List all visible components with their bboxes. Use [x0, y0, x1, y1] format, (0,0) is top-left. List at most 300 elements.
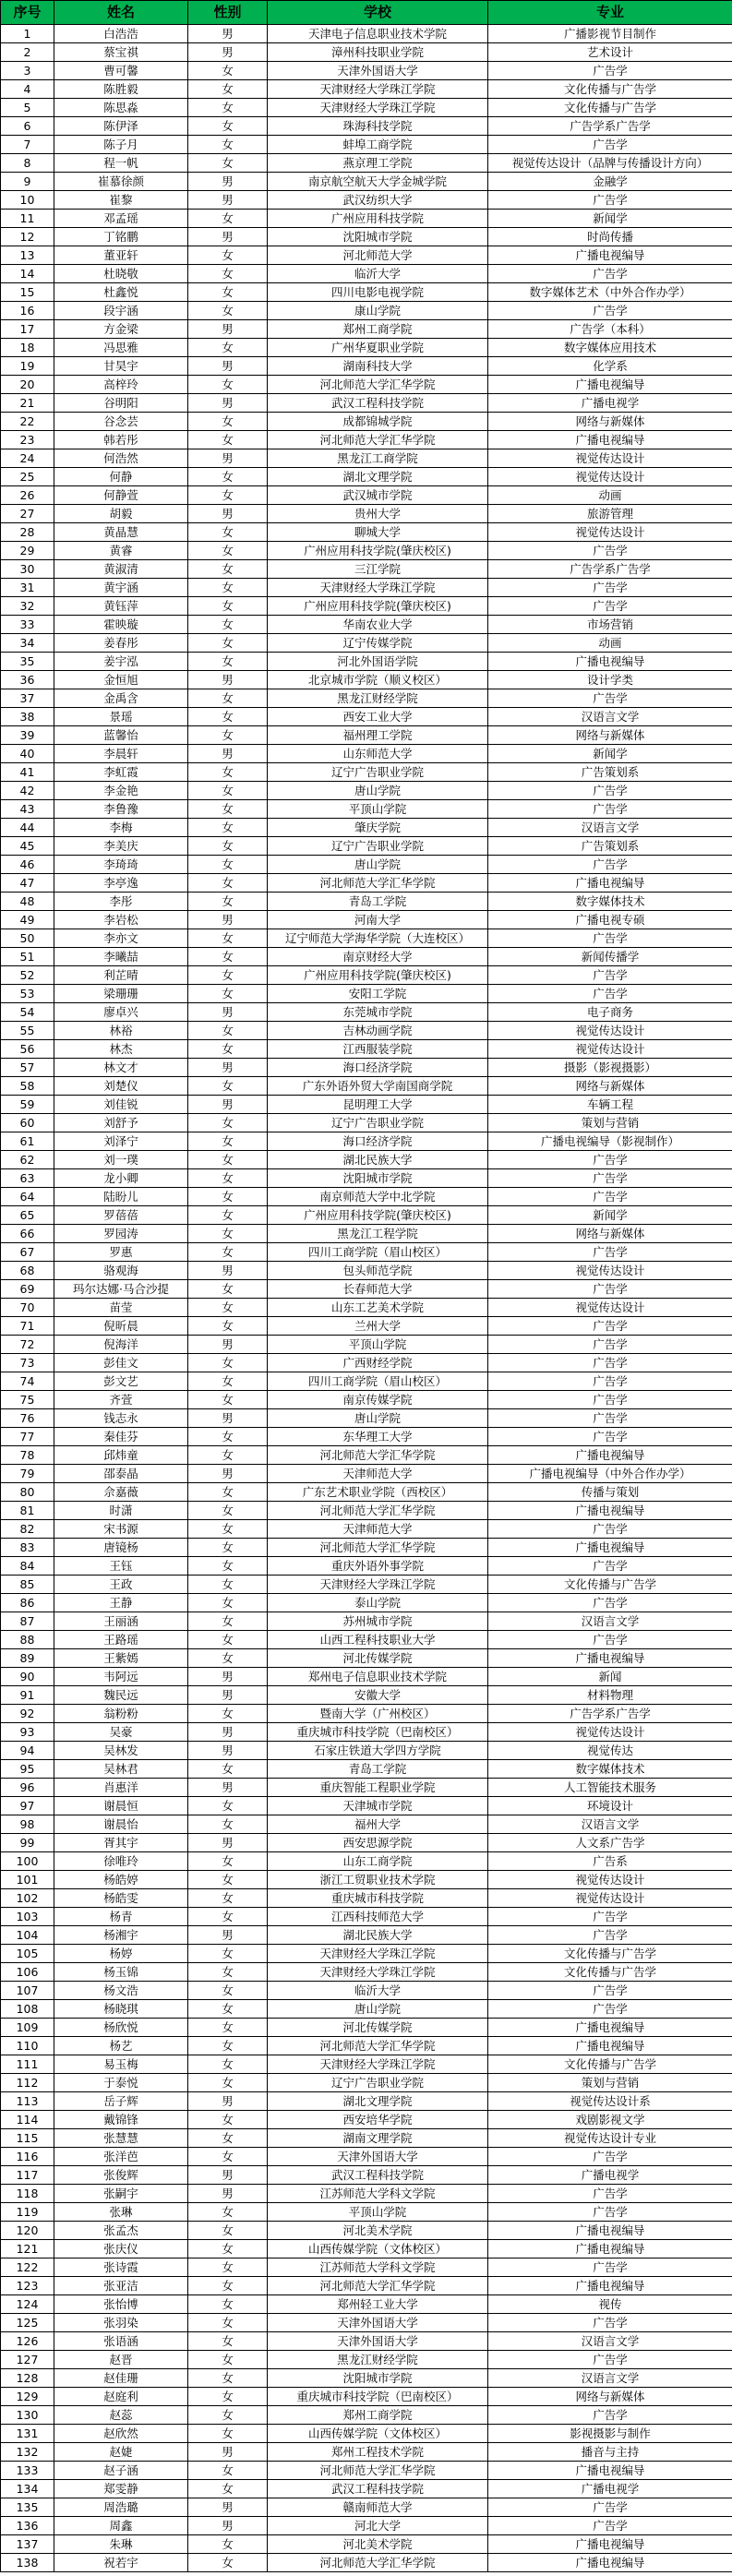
- cell-name: 李岩松: [54, 911, 188, 929]
- cell-gender: 男: [188, 1686, 268, 1705]
- table-row: [1, 99, 732, 117]
- cell-school: 唐山学院: [268, 1409, 488, 1428]
- table-row: [1, 302, 732, 320]
- cell-name: 谷念芸: [54, 413, 188, 431]
- cell-no: 99: [1, 1834, 54, 1852]
- table-row: [1, 2443, 732, 2462]
- cell-gender: 女: [188, 2462, 268, 2480]
- cell-no: 48: [1, 893, 54, 911]
- cell-school: 珠海科技学院: [268, 117, 488, 136]
- cell-major: 视觉传达设计: [488, 523, 732, 542]
- cell-name: 谢晨恒: [54, 1797, 188, 1815]
- table-row: [1, 579, 732, 597]
- cell-major: 广告学: [488, 579, 732, 597]
- cell-school: 兰州大学: [268, 1317, 488, 1336]
- cell-gender: 女: [188, 246, 268, 265]
- cell-gender: 女: [188, 1114, 268, 1132]
- cell-no: 112: [1, 2074, 54, 2092]
- cell-major: 艺术设计: [488, 43, 732, 62]
- cell-major: 广告策划系: [488, 837, 732, 856]
- cell-gender: 女: [188, 948, 268, 966]
- cell-major: 旅游管理: [488, 505, 732, 523]
- cell-no: 122: [1, 2258, 54, 2277]
- cell-gender: 女: [188, 893, 268, 911]
- cell-name: 曹可馨: [54, 62, 188, 80]
- cell-no: 66: [1, 1225, 54, 1243]
- cell-major: 广告学: [488, 2498, 732, 2517]
- cell-gender: 女: [188, 782, 268, 800]
- cell-gender: 女: [188, 653, 268, 671]
- cell-gender: 女: [188, 376, 268, 394]
- cell-major: 广告学: [488, 1151, 732, 1169]
- cell-major: 广播电视编导: [488, 2037, 732, 2055]
- cell-no: 38: [1, 708, 54, 726]
- cell-name: 黄宇涵: [54, 579, 188, 597]
- cell-school: 石家庄铁道大学四方学院: [268, 1742, 488, 1760]
- cell-name: 杨艺: [54, 2037, 188, 2055]
- cell-gender: 女: [188, 837, 268, 856]
- cell-school: 武汉工程科技学院: [268, 394, 488, 413]
- cell-gender: 男: [188, 911, 268, 929]
- table-row: [1, 1022, 732, 1040]
- cell-no: 68: [1, 1262, 54, 1280]
- cell-no: 9: [1, 173, 54, 191]
- cell-gender: 女: [188, 1299, 268, 1317]
- table-row: [1, 413, 732, 431]
- cell-school: 河北师范大学汇华学院: [268, 1446, 488, 1465]
- cell-no: 49: [1, 911, 54, 929]
- table-row: [1, 1742, 732, 1760]
- cell-school: 山东师范大学: [268, 745, 488, 763]
- cell-no: 119: [1, 2203, 54, 2222]
- cell-name: 张语涵: [54, 2332, 188, 2351]
- table-row: [1, 62, 732, 80]
- cell-gender: 女: [188, 2406, 268, 2425]
- table-row: [1, 671, 732, 689]
- cell-name: 倪昕晨: [54, 1317, 188, 1336]
- cell-major: 网络与新媒体: [488, 1225, 732, 1243]
- cell-name: 刘楚仪: [54, 1077, 188, 1096]
- table-row: [1, 1225, 732, 1243]
- table-row: [1, 2092, 732, 2111]
- cell-no: 11: [1, 210, 54, 228]
- cell-no: 138: [1, 2554, 54, 2572]
- cell-gender: 男: [188, 505, 268, 523]
- cell-school: 辽宁传媒学院: [268, 634, 488, 653]
- cell-no: 93: [1, 1723, 54, 1742]
- cell-gender: 女: [188, 579, 268, 597]
- cell-major: 广播电视编导: [488, 2462, 732, 2480]
- cell-school: 广州应用科技学院(肇庆校区): [268, 1206, 488, 1225]
- cell-gender: 男: [188, 173, 268, 191]
- cell-name: 胡毅: [54, 505, 188, 523]
- table-row: [1, 2111, 732, 2129]
- cell-gender: 女: [188, 468, 268, 486]
- table-body: [1, 25, 732, 2572]
- cell-major: 广告学: [488, 265, 732, 283]
- cell-school: 辽宁广告职业学院: [268, 2074, 488, 2092]
- cell-major: 电子商务: [488, 1003, 732, 1022]
- cell-no: 41: [1, 763, 54, 782]
- table-row: [1, 1963, 732, 1982]
- cell-school: 四川工商学院（眉山校区）: [268, 1372, 488, 1391]
- cell-school: 安徽大学: [268, 1686, 488, 1705]
- table-row: [1, 2314, 732, 2332]
- cell-major: 广播电视学: [488, 2480, 732, 2498]
- cell-school: 南京财经大学: [268, 948, 488, 966]
- table-row: [1, 154, 732, 173]
- cell-name: 杨文浩: [54, 1982, 188, 2000]
- cell-school: 黑龙江工程学院: [268, 1225, 488, 1243]
- cell-no: 131: [1, 2425, 54, 2443]
- cell-gender: 女: [188, 1594, 268, 1612]
- cell-major: 视觉传达: [488, 1742, 732, 1760]
- table-row: [1, 1040, 732, 1059]
- cell-major: 广告学: [488, 302, 732, 320]
- cell-no: 92: [1, 1705, 54, 1723]
- table-row: [1, 1502, 732, 1520]
- cell-school: 广州应用科技学院(肇庆校区): [268, 597, 488, 616]
- cell-name: 李琦琦: [54, 856, 188, 874]
- cell-no: 22: [1, 413, 54, 431]
- cell-name: 赵婕: [54, 2443, 188, 2462]
- cell-gender: 女: [188, 2258, 268, 2277]
- cell-major: 新闻学: [488, 210, 732, 228]
- cell-name: 赵蕊: [54, 2406, 188, 2425]
- cell-major: 广播电视编导: [488, 1649, 732, 1668]
- table-row: [1, 43, 732, 62]
- cell-gender: 男: [188, 191, 268, 210]
- cell-school: 天津外国语大学: [268, 62, 488, 80]
- cell-no: 61: [1, 1132, 54, 1151]
- cell-gender: 女: [188, 2240, 268, 2258]
- table-row: [1, 1834, 732, 1852]
- cell-gender: 女: [188, 2203, 268, 2222]
- cell-gender: 女: [188, 1391, 268, 1409]
- cell-name: 朱琳: [54, 2535, 188, 2554]
- cell-name: 何浩然: [54, 449, 188, 468]
- cell-name: 陈胜毅: [54, 80, 188, 99]
- cell-gender: 男: [188, 1262, 268, 1280]
- cell-school: 河北美术学院: [268, 2222, 488, 2240]
- cell-name: 蔡宝祺: [54, 43, 188, 62]
- cell-no: 94: [1, 1742, 54, 1760]
- cell-no: 63: [1, 1169, 54, 1188]
- table-row: [1, 1206, 732, 1225]
- cell-school: 湖北民族大学: [268, 1926, 488, 1945]
- cell-major: 汉语言文学: [488, 819, 732, 837]
- cell-major: 广告学: [488, 62, 732, 80]
- table-row: [1, 283, 732, 302]
- cell-name: 陆盼儿: [54, 1188, 188, 1206]
- table-row: [1, 1243, 732, 1262]
- cell-no: 7: [1, 136, 54, 154]
- cell-major: 广告学: [488, 2314, 732, 2332]
- cell-school: 天津财经大学珠江学院: [268, 1576, 488, 1594]
- cell-name: 张孟杰: [54, 2222, 188, 2240]
- cell-name: 张俊辉: [54, 2166, 188, 2185]
- cell-name: 罗蓓蓓: [54, 1206, 188, 1225]
- cell-gender: 女: [188, 1945, 268, 1963]
- cell-no: 8: [1, 154, 54, 173]
- cell-major: 广播电视编导: [488, 653, 732, 671]
- table-row: [1, 2480, 732, 2498]
- cell-no: 125: [1, 2314, 54, 2332]
- cell-name: 罗惠: [54, 1243, 188, 1262]
- cell-gender: 男: [188, 228, 268, 246]
- cell-name: 易玉梅: [54, 2055, 188, 2074]
- cell-major: 广播电视编导: [488, 2535, 732, 2554]
- cell-gender: 女: [188, 2314, 268, 2332]
- cell-major: 策划与营销: [488, 1114, 732, 1132]
- cell-school: 漳州科技职业学院: [268, 43, 488, 62]
- cell-school: 海口经济学院: [268, 1059, 488, 1077]
- cell-major: 广播电视编导: [488, 1502, 732, 1520]
- cell-no: 6: [1, 117, 54, 136]
- cell-name: 何静萱: [54, 486, 188, 505]
- cell-gender: 女: [188, 2332, 268, 2351]
- cell-major: 文化传播与广告学: [488, 1963, 732, 1982]
- table-row: [1, 616, 732, 634]
- cell-no: 130: [1, 2406, 54, 2425]
- table-row: [1, 2406, 732, 2425]
- cell-gender: 女: [188, 985, 268, 1003]
- cell-school: 南京航空航天大学金城学院: [268, 173, 488, 191]
- cell-no: 127: [1, 2351, 54, 2369]
- cell-gender: 女: [188, 2129, 268, 2148]
- cell-name: 程一帆: [54, 154, 188, 173]
- cell-no: 108: [1, 2000, 54, 2019]
- cell-name: 刘佳锐: [54, 1096, 188, 1114]
- cell-major: 文化传播与广告学: [488, 1945, 732, 1963]
- cell-name: 金禹含: [54, 689, 188, 708]
- cell-gender: 女: [188, 136, 268, 154]
- table-row: [1, 1299, 732, 1317]
- cell-gender: 女: [188, 2535, 268, 2554]
- cell-name: 林杰: [54, 1040, 188, 1059]
- cell-no: 2: [1, 43, 54, 62]
- cell-major: 汉语言文学: [488, 1815, 732, 1834]
- cell-gender: 男: [188, 320, 268, 339]
- cell-name: 李曦喆: [54, 948, 188, 966]
- cell-major: 网络与新媒体: [488, 2388, 732, 2406]
- table-row: [1, 653, 732, 671]
- cell-name: 李晨轩: [54, 745, 188, 763]
- table-row: [1, 2535, 732, 2554]
- cell-school: 河北传媒学院: [268, 1649, 488, 1668]
- cell-no: 21: [1, 394, 54, 413]
- cell-school: 武汉工程科技学院: [268, 2480, 488, 2498]
- cell-no: 110: [1, 2037, 54, 2055]
- cell-name: 陈子月: [54, 136, 188, 154]
- table-row: [1, 265, 732, 283]
- cell-school: 河北师范大学汇华学院: [268, 2037, 488, 2055]
- cell-name: 杨欣悦: [54, 2019, 188, 2037]
- cell-name: 苗莹: [54, 1299, 188, 1317]
- cell-name: 方金梁: [54, 320, 188, 339]
- cell-no: 89: [1, 1649, 54, 1668]
- cell-name: 谷明阳: [54, 394, 188, 413]
- cell-school: 三江学院: [268, 560, 488, 579]
- cell-gender: 男: [188, 2443, 268, 2462]
- cell-school: 武汉城市学院: [268, 486, 488, 505]
- cell-name: 董亚轩: [54, 246, 188, 265]
- cell-name: 崔黎: [54, 191, 188, 210]
- cell-no: 56: [1, 1040, 54, 1059]
- cell-school: 福州大学: [268, 1815, 488, 1834]
- cell-school: 重庆城市科技学院: [268, 1889, 488, 1908]
- cell-major: 广告学: [488, 1557, 732, 1576]
- cell-name: 黄晶慧: [54, 523, 188, 542]
- cell-major: 播音与主持: [488, 2443, 732, 2462]
- cell-major: 视觉传达设计系: [488, 2092, 732, 2111]
- cell-name: 梁珊珊: [54, 985, 188, 1003]
- cell-major: 广告学（本科）: [488, 320, 732, 339]
- table-row: [1, 1428, 732, 1446]
- cell-gender: 女: [188, 2037, 268, 2055]
- cell-major: 广播电视学: [488, 394, 732, 413]
- table-row: [1, 726, 732, 745]
- cell-major: 文化传播与广告学: [488, 80, 732, 99]
- cell-no: 25: [1, 468, 54, 486]
- cell-gender: 女: [188, 1188, 268, 1206]
- cell-major: 新闻学: [488, 1206, 732, 1225]
- cell-gender: 男: [188, 671, 268, 689]
- cell-no: 15: [1, 283, 54, 302]
- cell-school: 山西工程科技职业大学: [268, 1631, 488, 1649]
- cell-gender: 女: [188, 2222, 268, 2240]
- cell-name: 徐唯玲: [54, 1852, 188, 1871]
- cell-no: 103: [1, 1908, 54, 1926]
- cell-gender: 女: [188, 2277, 268, 2295]
- cell-name: 王紫嫣: [54, 1649, 188, 1668]
- cell-name: 罗园涛: [54, 1225, 188, 1243]
- cell-no: 59: [1, 1096, 54, 1114]
- cell-name: 丁铭鹏: [54, 228, 188, 246]
- cell-name: 张怡博: [54, 2295, 188, 2314]
- cell-school: 河北师范大学汇华学院: [268, 2277, 488, 2295]
- cell-no: 37: [1, 689, 54, 708]
- cell-major: 广告学: [488, 800, 732, 819]
- cell-gender: 男: [188, 1003, 268, 1022]
- cell-gender: 男: [188, 1926, 268, 1945]
- cell-no: 81: [1, 1502, 54, 1520]
- cell-gender: 男: [188, 1059, 268, 1077]
- cell-school: 西安工业大学: [268, 708, 488, 726]
- cell-name: 彭佳文: [54, 1354, 188, 1372]
- table-row: [1, 948, 732, 966]
- cell-gender: 男: [188, 1723, 268, 1742]
- cell-school: 武汉纺织大学: [268, 191, 488, 210]
- cell-gender: 女: [188, 1022, 268, 1040]
- cell-gender: 女: [188, 1354, 268, 1372]
- cell-major: 人文系广告学: [488, 1834, 732, 1852]
- cell-no: 64: [1, 1188, 54, 1206]
- cell-name: 骆观海: [54, 1262, 188, 1280]
- cell-major: 文化传播与广告学: [488, 99, 732, 117]
- cell-school: 郑州电子信息职业技术学院: [268, 1668, 488, 1686]
- cell-school: 天津外国语大学: [268, 2332, 488, 2351]
- cell-name: 赵佳珊: [54, 2369, 188, 2388]
- cell-no: 86: [1, 1594, 54, 1612]
- table-row: [1, 1649, 732, 1668]
- table-row: [1, 1686, 732, 1705]
- cell-school: 河北外国语学院: [268, 653, 488, 671]
- cell-major: 广播电视专硕: [488, 911, 732, 929]
- cell-no: 40: [1, 745, 54, 763]
- table-row: [1, 2462, 732, 2480]
- table-row: [1, 210, 732, 228]
- cell-gender: 女: [188, 1243, 268, 1262]
- cell-school: 唐山学院: [268, 782, 488, 800]
- cell-major: 影视摄影与制作: [488, 2425, 732, 2443]
- cell-gender: 女: [188, 2055, 268, 2074]
- cell-name: 廖卓兴: [54, 1003, 188, 1022]
- cell-no: 114: [1, 2111, 54, 2129]
- cell-major: 广播电视学: [488, 2166, 732, 2185]
- cell-major: 广播电视编导: [488, 1446, 732, 1465]
- cell-gender: 女: [188, 856, 268, 874]
- cell-gender: 女: [188, 634, 268, 653]
- cell-no: 113: [1, 2092, 54, 2111]
- cell-major: 广告学: [488, 1243, 732, 1262]
- cell-gender: 男: [188, 1465, 268, 1483]
- cell-gender: 女: [188, 431, 268, 449]
- cell-name: 张羽染: [54, 2314, 188, 2332]
- cell-no: 105: [1, 1945, 54, 1963]
- cell-major: 网络与新媒体: [488, 726, 732, 745]
- cell-major: 网络与新媒体: [488, 1077, 732, 1096]
- cell-major: 动画: [488, 634, 732, 653]
- cell-gender: 女: [188, 616, 268, 634]
- table-row: [1, 560, 732, 579]
- cell-gender: 男: [188, 449, 268, 468]
- cell-school: 广西财经学院: [268, 1354, 488, 1372]
- cell-gender: 女: [188, 874, 268, 893]
- cell-name: 杜晓敬: [54, 265, 188, 283]
- table-row: [1, 597, 732, 616]
- cell-name: 王丽涵: [54, 1612, 188, 1631]
- cell-major: 广告学: [488, 2148, 732, 2166]
- cell-gender: 女: [188, 2425, 268, 2443]
- cell-school: 广东外语外贸大学南国商学院: [268, 1077, 488, 1096]
- table-row: [1, 2388, 732, 2406]
- cell-major: 广告学: [488, 1926, 732, 1945]
- cell-name: 李梅: [54, 819, 188, 837]
- cell-name: 陈思淼: [54, 99, 188, 117]
- table-row: [1, 2498, 732, 2517]
- cell-major: 广告学: [488, 2517, 732, 2535]
- cell-school: 天津外国语大学: [268, 2314, 488, 2332]
- cell-no: 70: [1, 1299, 54, 1317]
- cell-major: 文化传播与广告学: [488, 1576, 732, 1594]
- cell-major: 新闻传播学: [488, 948, 732, 966]
- cell-school: 聊城大学: [268, 523, 488, 542]
- cell-gender: 女: [188, 1889, 268, 1908]
- cell-major: 广告学: [488, 136, 732, 154]
- cell-name: 周浩璐: [54, 2498, 188, 2517]
- cell-major: 广告学: [488, 1409, 732, 1428]
- cell-no: 67: [1, 1243, 54, 1262]
- cell-name: 王路瑶: [54, 1631, 188, 1649]
- cell-major: 广告学: [488, 1372, 732, 1391]
- cell-major: 传播与策划: [488, 1483, 732, 1502]
- cell-no: 32: [1, 597, 54, 616]
- header-no: 序号: [1, 1, 54, 25]
- cell-major: 新闻: [488, 1668, 732, 1686]
- cell-no: 65: [1, 1206, 54, 1225]
- cell-gender: 女: [188, 1225, 268, 1243]
